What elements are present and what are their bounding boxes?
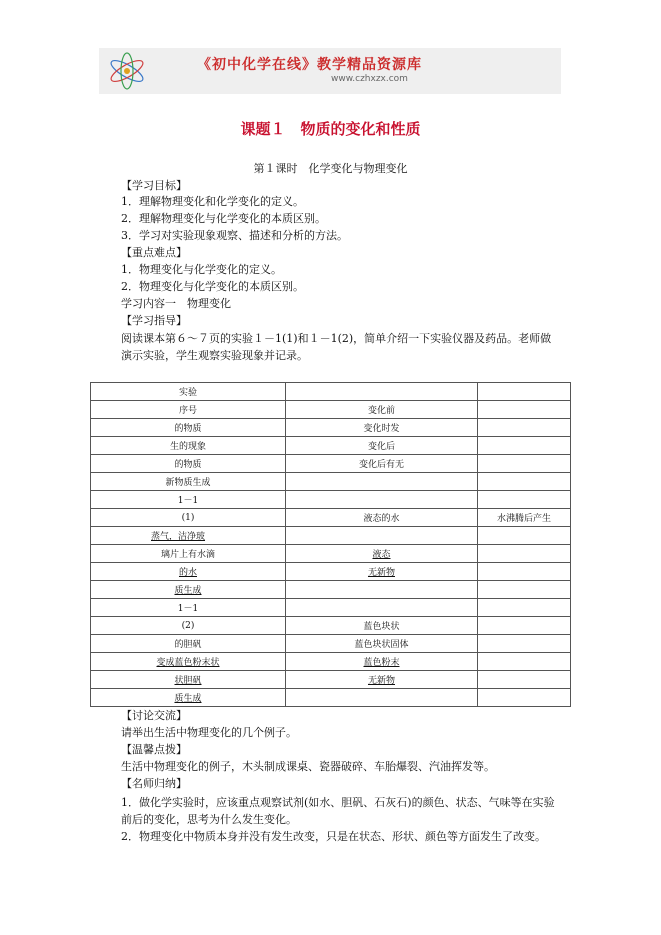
table-cell — [286, 599, 478, 617]
guide-text: 阅读课本第６～７页的实验１－1(1)和１－1(2)，简单介绍一下实验仪器及药品。老师做演示实验，学生观察实验现象并记录。 — [121, 332, 552, 362]
table-cell — [478, 563, 571, 581]
underlined-text: 蓝色粉末 — [363, 658, 400, 668]
table-row — [91, 419, 571, 437]
table-cell — [478, 383, 571, 401]
table-cell — [478, 437, 571, 455]
table-cell — [478, 617, 571, 635]
table-row — [91, 527, 571, 545]
lesson-subtitle: 第１课时 化学变化与物理变化 — [253, 162, 408, 175]
table-cell — [478, 653, 571, 671]
key-item: 1．物理变化与化学变化的定义。 — [121, 263, 282, 276]
table-cell: (1) — [91, 509, 286, 527]
table-row — [91, 437, 571, 455]
table-cell: 蓝色块状固体 — [286, 635, 478, 653]
underlined-text: 状胆矾 — [174, 676, 202, 686]
table-row — [91, 455, 571, 473]
table-cell: 璃片上有水滴 — [91, 545, 286, 563]
underlined-text: 的水 — [178, 568, 197, 578]
underlined-text: 无新物 — [367, 568, 395, 578]
table-cell: 蓝色块状 — [286, 617, 478, 635]
table-row — [91, 635, 571, 653]
underlined-text: 蒸气，洁净玻 — [151, 532, 206, 542]
hint-heading: 【温馨点拨】 — [121, 743, 187, 756]
table-cell: 的物质 — [91, 455, 286, 473]
table-cell — [478, 491, 571, 509]
table-cell — [286, 563, 478, 581]
table-cell — [286, 581, 478, 599]
hint-text: 生活中物理变化的例子，木头制成课桌、瓷器破碎、车胎爆裂、汽油挥发等。 — [121, 760, 495, 773]
table-cell: 变化时发 — [286, 419, 478, 437]
banner-url[interactable]: www.czhxzx.com — [331, 74, 408, 84]
table-cell: 变化后有无 — [286, 455, 478, 473]
table-cell — [91, 671, 286, 689]
underlined-text: 变成蓝色粉末状 — [156, 658, 220, 668]
table-cell: 水沸腾后产生 — [478, 509, 571, 527]
key-heading: 【重点难点】 — [121, 246, 187, 259]
table-row — [91, 689, 571, 707]
table-row — [91, 545, 571, 563]
table-cell: 生的现象 — [91, 437, 286, 455]
table-cell — [91, 689, 286, 707]
page-title: 课题１ 物质的变化和性质 — [240, 120, 421, 138]
table-row — [91, 473, 571, 491]
table-cell: 变化前 — [286, 401, 478, 419]
underlined-text: 质生成 — [174, 586, 202, 596]
atom-logo-icon — [105, 51, 149, 91]
table-row — [91, 491, 571, 509]
table-cell — [478, 527, 571, 545]
table-cell: 的物质 — [91, 419, 286, 437]
table-cell: 1－1 — [91, 491, 286, 509]
summary-item: 1．做化学实验时，应该重点观察试剂(如水、胆矾、石灰石)的颜色、状态、气味等在实验前后的变化，思考为什么发生变化。 — [121, 796, 555, 826]
table-cell: 变化后 — [286, 437, 478, 455]
summary-item: 2．物理变化中物质本身并没有发生改变，只是在状态、形状、颜色等方面发生了改变。 — [121, 830, 546, 843]
banner-title: 《初中化学在线》教学精品资源库 — [197, 57, 422, 73]
table-cell: 液态的水 — [286, 509, 478, 527]
table-cell: 新物质生成 — [91, 473, 286, 491]
table-cell — [478, 581, 571, 599]
table-row — [91, 581, 571, 599]
table-cell — [91, 527, 286, 545]
table-cell — [91, 563, 286, 581]
table-cell — [478, 401, 571, 419]
experiment-table — [90, 382, 571, 707]
content-one-heading: 学习内容一 物理变化 — [121, 297, 231, 310]
table-cell — [286, 671, 478, 689]
table-cell — [91, 581, 286, 599]
underlined-text: 无新物 — [367, 676, 395, 686]
table-cell — [286, 491, 478, 509]
table-cell — [91, 653, 286, 671]
table-row — [91, 401, 571, 419]
table-cell — [478, 419, 571, 437]
table-cell — [286, 689, 478, 707]
table-cell — [478, 599, 571, 617]
table-row — [91, 671, 571, 689]
table-cell — [286, 527, 478, 545]
guide-heading: 【学习指导】 — [121, 314, 187, 327]
table-row — [91, 617, 571, 635]
table-cell — [478, 545, 571, 563]
goals-heading: 【学习目标】 — [121, 179, 187, 192]
table-row — [91, 563, 571, 581]
table-cell: 1－1 — [91, 599, 286, 617]
table-cell — [478, 635, 571, 653]
table-cell: (2) — [91, 617, 286, 635]
table-cell: 的胆矾 — [91, 635, 286, 653]
table-cell — [478, 473, 571, 491]
goal-item: 3．学习对实验现象观察、描述和分析的方法。 — [121, 229, 348, 242]
header-banner — [99, 48, 561, 94]
table-row — [91, 599, 571, 617]
table-cell: 序号 — [91, 401, 286, 419]
table-cell — [286, 653, 478, 671]
underlined-text: 液态 — [372, 550, 391, 560]
key-item: 2．物理变化与化学变化的本质区别。 — [121, 280, 304, 293]
table-cell — [478, 671, 571, 689]
table-cell — [478, 689, 571, 707]
discuss-text: 请举出生活中物理变化的几个例子。 — [121, 726, 297, 739]
underlined-text: 质生成 — [174, 694, 202, 704]
table-cell — [286, 473, 478, 491]
discuss-heading: 【讨论交流】 — [121, 709, 187, 722]
table-cell — [478, 455, 571, 473]
table-row — [91, 509, 571, 527]
table-cell — [286, 383, 478, 401]
table-row — [91, 383, 571, 401]
table-row — [91, 653, 571, 671]
table-cell — [286, 545, 478, 563]
goal-item: 2．理解物理变化与化学变化的本质区别。 — [121, 212, 326, 225]
table-cell: 实验 — [91, 383, 286, 401]
goal-item: 1．理解物理变化和化学变化的定义。 — [121, 195, 304, 208]
summary-heading: 【名师归纳】 — [121, 777, 187, 790]
